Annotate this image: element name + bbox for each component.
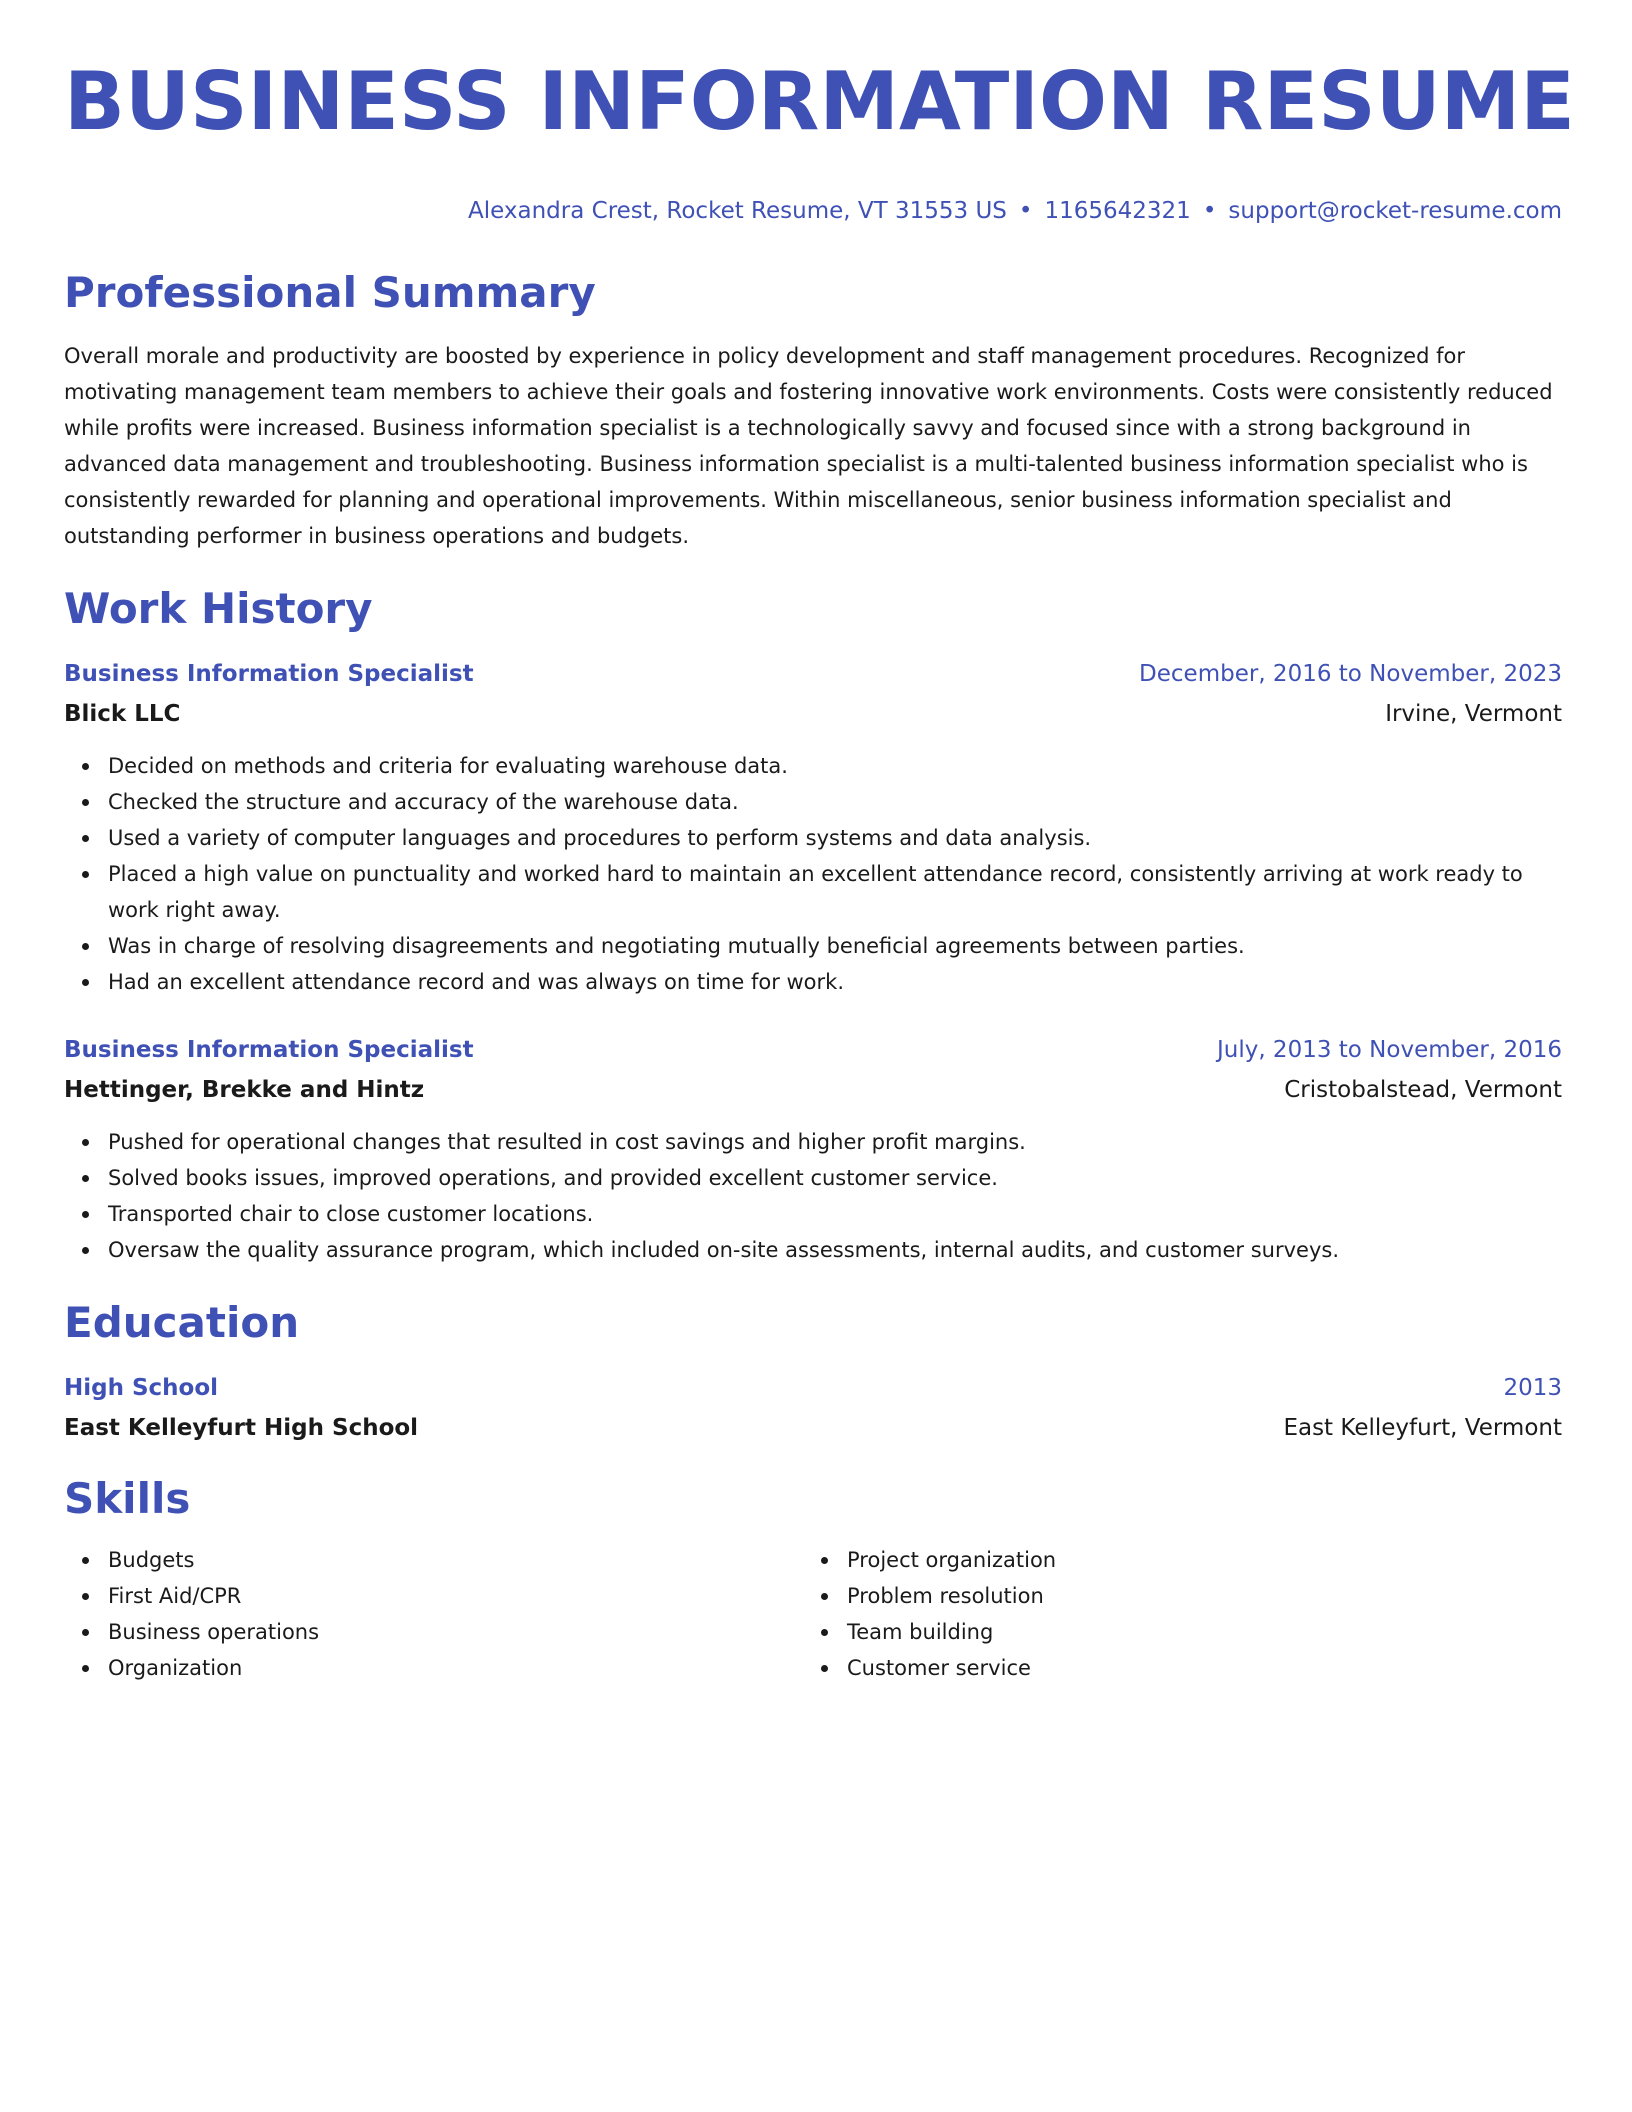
education-year: 2013 <box>1503 1375 1562 1401</box>
job-dates: July, 2013 to November, 2016 <box>1216 1037 1562 1063</box>
skill-item: First Aid/CPR <box>108 1578 803 1614</box>
job-bullet: Oversaw the quality assurance program, which included on-site assessments, internal audits, and customer surveys. <box>108 1232 1562 1268</box>
contact-phone: 1165642321 <box>1044 198 1191 224</box>
skill-item: Problem resolution <box>847 1578 1542 1614</box>
job-bullet: Was in charge of resolving disagreements and negotiating mutually beneficial agreements between parties. <box>108 928 1562 964</box>
job-location: Irvine, Vermont <box>1385 701 1562 727</box>
skills-columns <box>64 1542 1562 1686</box>
education-school: East Kelleyfurt High School <box>64 1415 419 1441</box>
skill-item: Business operations <box>108 1614 803 1650</box>
skills-list-left <box>64 1542 803 1686</box>
skill-item: Organization <box>108 1650 803 1686</box>
contact-address: Alexandra Crest, Rocket Resume, VT 31553 US <box>468 198 1007 224</box>
skills-list-right <box>803 1542 1542 1686</box>
job-bullet: Pushed for operational changes that resulted in cost savings and higher profit margins. <box>108 1124 1562 1160</box>
resume-title: BUSINESS INFORMATION RESUME <box>64 55 1575 148</box>
resume-page <box>64 0 1575 1686</box>
job-bullet: Transported chair to close customer locations. <box>108 1196 1562 1232</box>
job-entry <box>64 658 1562 1000</box>
summary-text: Overall morale and productivity are boosted by experience in policy development and staff management procedures. Recognized for motivating management team members to achieve their goals and fostering innovative work environments. Costs were consistently reduced while profits were increased. Business information specialist is a technologically savvy and focused since with a strong background in advanced data management and troubleshooting. Business information specialist is a multi-talented business information specialist who is consistently rewarded for planning and operational improvements. Within miscellaneous, senior business information specialist and outstanding performer in business operations and budgets. <box>64 344 1553 548</box>
job-company: Hettinger, Brekke and Hintz <box>64 1077 425 1103</box>
job-bullet: Used a variety of computer languages and procedures to perform systems and data analysis. <box>108 820 1562 856</box>
job-company: Blick LLC <box>64 701 181 727</box>
job-bullet: Placed a high value on punctuality and worked hard to maintain an excellent attendance record, consistently arriving at work ready to work right away. <box>108 856 1562 928</box>
skill-item: Project organization <box>847 1542 1542 1578</box>
job-entry <box>64 1034 1562 1268</box>
skill-item: Budgets <box>108 1542 803 1578</box>
contact-separator: • <box>1202 198 1217 224</box>
job-bullet: Solved books issues, improved operations, and provided excellent customer service. <box>108 1160 1562 1196</box>
skill-item: Team building <box>847 1614 1542 1650</box>
job-bullet-list <box>64 1124 1562 1268</box>
job-dates: December, 2016 to November, 2023 <box>1139 661 1562 687</box>
skills-heading: Skills <box>64 1474 191 1523</box>
education-degree: High School <box>64 1375 219 1401</box>
job-bullet: Checked the structure and accuracy of the warehouse data. <box>108 784 1562 820</box>
job-location: Cristobalstead, Vermont <box>1284 1077 1562 1103</box>
job-role: Business Information Specialist <box>64 1037 474 1063</box>
skill-item: Customer service <box>847 1650 1542 1686</box>
contact-line <box>64 196 1562 226</box>
job-bullet-list <box>64 748 1562 1000</box>
job-bullet: Decided on methods and criteria for evaluating warehouse data. <box>108 748 1562 784</box>
contact-separator: • <box>1018 198 1033 224</box>
contact-email: support@rocket-resume.com <box>1228 198 1562 224</box>
education-location: East Kelleyfurt, Vermont <box>1283 1415 1562 1441</box>
work-history-heading: Work History <box>64 584 373 633</box>
education-entry <box>64 1372 1562 1444</box>
job-role: Business Information Specialist <box>64 661 474 687</box>
education-heading: Education <box>64 1298 300 1347</box>
summary-heading: Professional Summary <box>64 268 596 317</box>
job-bullet: Had an excellent attendance record and was always on time for work. <box>108 964 1562 1000</box>
